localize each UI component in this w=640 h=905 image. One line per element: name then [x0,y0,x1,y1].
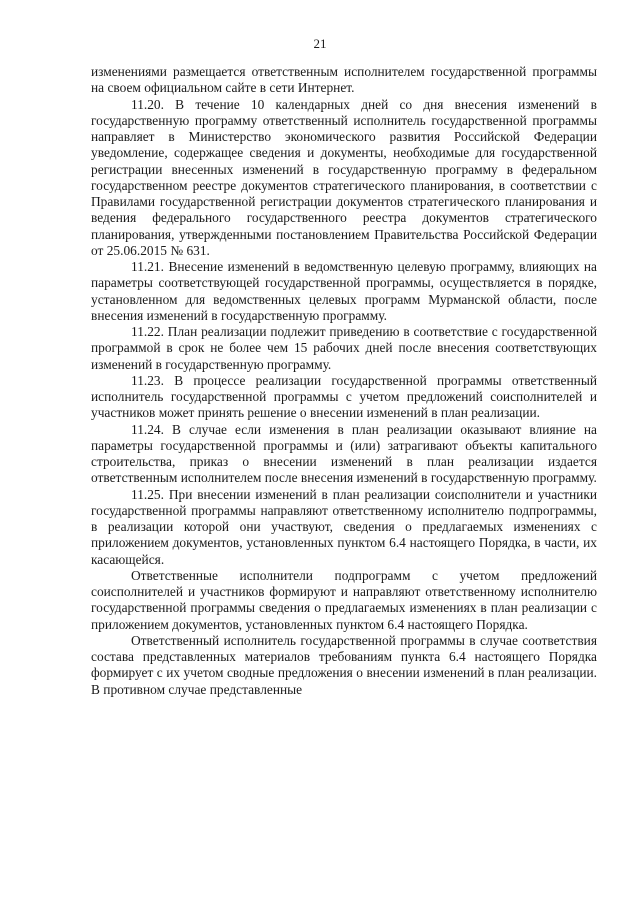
document-body [91,64,597,698]
paragraph-11-20: 11.20. В течение 10 календарных дней со дня внесения изменений в государственную программу ответственный исполнитель государственной программы направляет в Министерство экономического развития Российской Федерации уведомление, содержащее сведения и документы, необходимые для государственной регистрации внесенных изменений в государственную программу в федеральном государственном реестре документов стратегического планирования, в соответствии с Правилами государственной регистрации документов стратегического планирования и ведения федерального государственного реестра документов стратегического планирования, утвержденными постановлением Правительства Российской Федерации от 25.06.2015 № 631. [91,96,597,258]
paragraph-11-23: 11.23. В процессе реализации государственной программы ответственный исполнитель государственной программы с учетом предложений соисполнителей и участников может принять решение о внесении изменений в план реализации. [91,372,597,421]
paragraph-responsible-executor: Ответственный исполнитель государственной программы в случае соответствия состава представленных материалов требованиям пункта 6.4 настоящего Порядка формирует с их учетом сводные предложения о внесении изменений в план реализации. В противном случае представленные [91,632,597,697]
paragraph-subprogram-executors: Ответственные исполнители подпрограмм с учетом предложений соисполнителей и участников формируют и направляют ответственному исполнителю государственной программы сведения о предлагаемых изменениях в план реализации с приложением документов, установленных пунктом 6.4 настоящего Порядка. [91,567,597,632]
paragraph-11-21: 11.21. Внесение изменений в ведомственную целевую программу, влияющих на параметры соответствующей государственной программы, осуществляется в порядке, установленном для ведомственных целевых программ Мурманской области, после внесения изменений в государственную программу. [91,259,597,323]
paragraph-11-22: 11.22. План реализации подлежит приведению в соответствие с государственной программой в срок не более чем 15 рабочих дней после внесения соответствующих изменений в государственную программу. [91,324,597,372]
page-number: 21 [313,36,327,51]
paragraph-11-25: 11.25. При внесении изменений в план реализации соисполнители и участники государственной программы направляют ответственному исполнителю подпрограммы, в реализации которой они участвуют, сведения о предлагаемых изменениях с приложением документов, установленных пунктом 6.4 настоящего Порядка, в части, их касающейся. [91,486,597,567]
paragraph-11-24: 11.24. В случае если изменения в план реализации оказывают влияние на параметры государственной программы и (или) затрагивают объекты капитального строительства, приказ о внесении изменений в план реализации издается ответственным исполнителем после внесения изменений в государственную программу. [91,421,597,486]
paragraph-continuation: изменениями размещается ответственным исполнителем государственной программы на своем официальном сайте в сети Интернет. [91,64,597,96]
